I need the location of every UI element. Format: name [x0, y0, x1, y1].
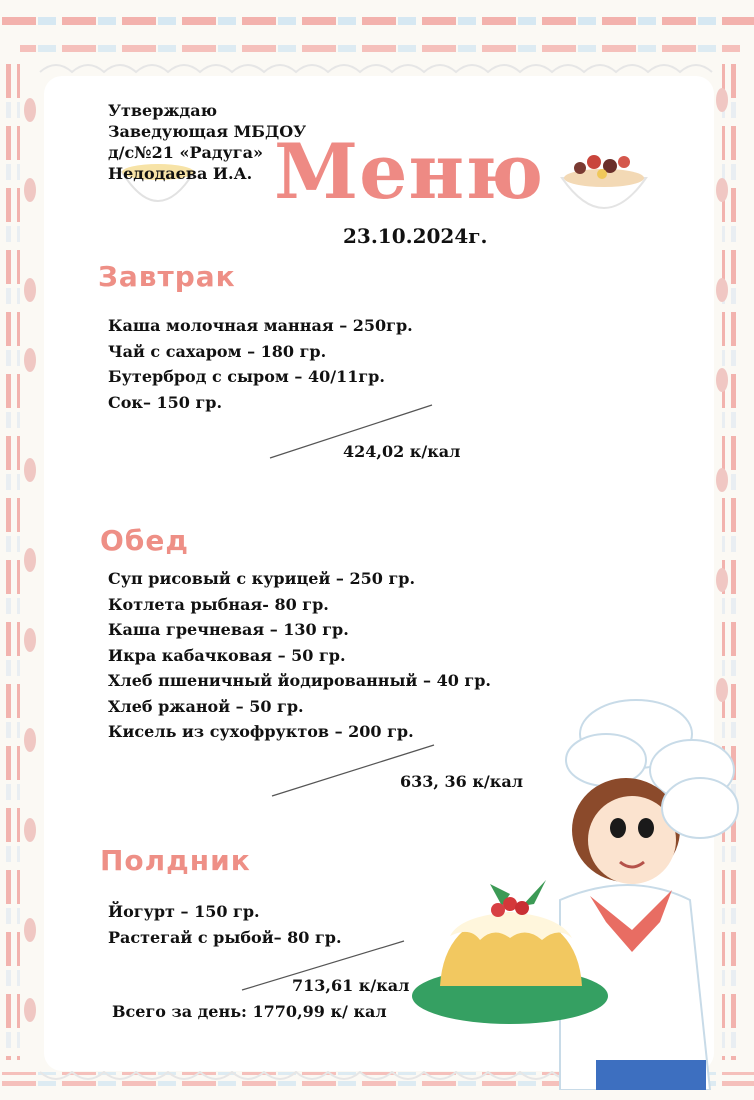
page-title: Меню	[274, 127, 545, 216]
breakfast-heading: Завтрак	[98, 260, 236, 293]
list-item: Котлета рыбная- 80 гр.	[108, 594, 329, 614]
list-item: Каша молочная манная – 250гр.	[108, 316, 413, 335]
menu-date: 23.10.2024г.	[343, 224, 488, 248]
list-item: Бутерброд с сыром – 40/11гр.	[108, 367, 385, 386]
list-item: Каша гречневая – 130 гр.	[108, 620, 349, 639]
breakfast-kcal: 424,02 к/кал	[343, 442, 461, 461]
list-item: Сок– 150 гр.	[108, 392, 223, 412]
list-item: Икра кабачковая – 50 гр.	[108, 645, 346, 665]
snack-kcal: 713,61 к/кал	[292, 976, 410, 995]
list-item: Растегай с рыбой– 80 гр.	[108, 927, 342, 947]
list-item: Йогурт – 150 гр.	[108, 902, 260, 921]
approval-line: Заведующая МБДОУ	[108, 122, 307, 141]
daily-total: Всего за день: 1770,99 к/ кал	[112, 1002, 387, 1021]
lunch-kcal: 633, 36 к/кал	[400, 772, 523, 791]
lunch-heading: Обед	[100, 524, 189, 557]
chef-illustration	[410, 690, 746, 1090]
list-item: Кисель из сухофруктов – 200 гр.	[108, 722, 414, 741]
approval-line: Утверждаю	[108, 101, 217, 120]
approval-line: Недодаева И.А.	[108, 164, 253, 183]
list-item: Суп рисовый с курицей – 250 гр.	[108, 569, 416, 588]
approval-line: д/с№21 «Радуга»	[108, 143, 263, 162]
list-item: Хлеб ржаной – 50 гр.	[108, 696, 304, 716]
breakfast-list	[108, 313, 413, 415]
fruit-bowl-icon	[558, 148, 650, 228]
list-item: Хлеб пшеничный йодированный – 40 гр.	[108, 671, 491, 690]
list-item: Чай с сахаром – 180 гр.	[108, 341, 327, 361]
snack-heading: Полдник	[100, 844, 251, 877]
